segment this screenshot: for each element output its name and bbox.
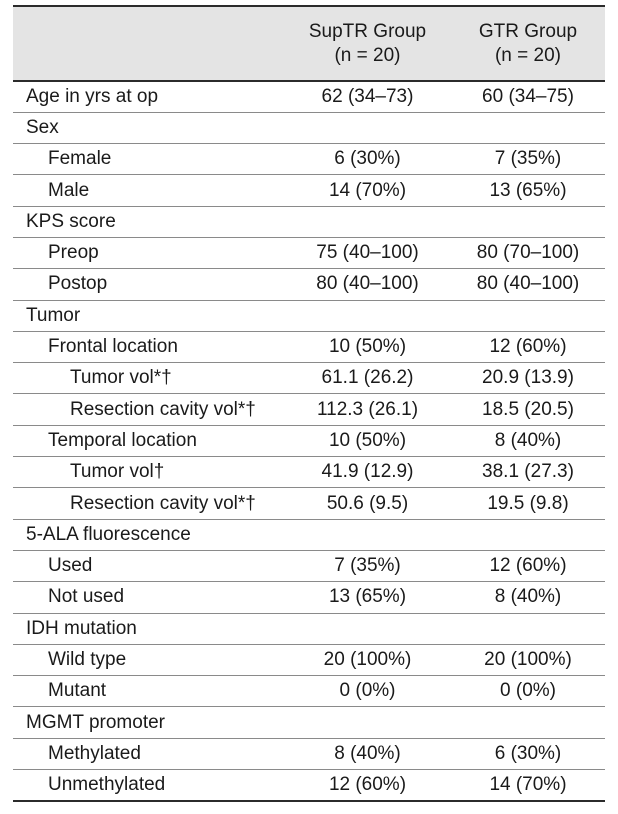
suptr-value-cell: 61.1 (26.2) bbox=[284, 363, 451, 394]
table-row bbox=[13, 300, 605, 331]
gtr-value-cell: 14 (70%) bbox=[451, 770, 605, 801]
header-suptr-group bbox=[284, 6, 451, 81]
header-gtr-count: (n = 20) bbox=[494, 44, 561, 66]
gtr-value-cell: 80 (40–100) bbox=[451, 269, 605, 300]
gtr-value-cell: 60 (34–75) bbox=[451, 81, 605, 112]
table-row bbox=[13, 206, 605, 237]
row-category-label: Age in yrs at op bbox=[13, 81, 284, 112]
table-row bbox=[13, 676, 605, 707]
row-label: Preop bbox=[13, 237, 284, 268]
table-row bbox=[13, 550, 605, 581]
row-label: Temporal location bbox=[13, 425, 284, 456]
row-label: Frontal location bbox=[13, 331, 284, 362]
table-row bbox=[13, 144, 605, 175]
table-row bbox=[13, 81, 605, 112]
suptr-value-cell: 75 (40–100) bbox=[284, 237, 451, 268]
row-label: Used bbox=[13, 550, 284, 581]
row-category-label: 5-ALA fluorescence bbox=[13, 519, 284, 550]
suptr-value-cell: 80 (40–100) bbox=[284, 269, 451, 300]
gtr-value-cell bbox=[451, 613, 605, 644]
row-label: Postop bbox=[13, 269, 284, 300]
table-row bbox=[13, 269, 605, 300]
row-label: Mutant bbox=[13, 676, 284, 707]
gtr-value-cell: 19.5 (9.8) bbox=[451, 488, 605, 519]
suptr-value-cell: 8 (40%) bbox=[284, 738, 451, 769]
suptr-value-cell: 7 (35%) bbox=[284, 550, 451, 581]
gtr-value-cell bbox=[451, 707, 605, 738]
suptr-value-cell: 6 (30%) bbox=[284, 144, 451, 175]
row-category-label: KPS score bbox=[13, 206, 284, 237]
header-suptr-count: (n = 20) bbox=[334, 44, 401, 66]
data-table-container bbox=[13, 5, 605, 802]
gtr-value-cell bbox=[451, 519, 605, 550]
row-label: Male bbox=[13, 175, 284, 206]
table-row bbox=[13, 738, 605, 769]
gtr-value-cell: 12 (60%) bbox=[451, 550, 605, 581]
row-category-label: MGMT promoter bbox=[13, 707, 284, 738]
header-label-column bbox=[13, 6, 284, 81]
row-category-label: Sex bbox=[13, 112, 284, 143]
table-row bbox=[13, 519, 605, 550]
table-row bbox=[13, 394, 605, 425]
table-header bbox=[13, 6, 605, 81]
suptr-value-cell: 62 (34–73) bbox=[284, 81, 451, 112]
header-row bbox=[13, 6, 605, 81]
gtr-value-cell: 0 (0%) bbox=[451, 676, 605, 707]
suptr-value-cell: 14 (70%) bbox=[284, 175, 451, 206]
row-label: Tumor vol† bbox=[13, 457, 284, 488]
suptr-value-cell: 50.6 (9.5) bbox=[284, 488, 451, 519]
row-label: Resection cavity vol*† bbox=[13, 488, 284, 519]
header-gtr-name: GTR Group bbox=[478, 20, 578, 42]
gtr-value-cell bbox=[451, 112, 605, 143]
suptr-value-cell: 10 (50%) bbox=[284, 425, 451, 456]
table-row bbox=[13, 613, 605, 644]
suptr-value-cell: 112.3 (26.1) bbox=[284, 394, 451, 425]
row-label: Female bbox=[13, 144, 284, 175]
header-suptr-name: SupTR Group bbox=[308, 20, 427, 42]
row-label: Resection cavity vol*† bbox=[13, 394, 284, 425]
row-label: Methylated bbox=[13, 738, 284, 769]
gtr-value-cell: 12 (60%) bbox=[451, 331, 605, 362]
suptr-value-cell bbox=[284, 519, 451, 550]
table-row bbox=[13, 770, 605, 801]
gtr-value-cell: 7 (35%) bbox=[451, 144, 605, 175]
table-row bbox=[13, 331, 605, 362]
gtr-value-cell bbox=[451, 206, 605, 237]
suptr-value-cell bbox=[284, 300, 451, 331]
table-row bbox=[13, 425, 605, 456]
suptr-value-cell: 12 (60%) bbox=[284, 770, 451, 801]
suptr-value-cell bbox=[284, 112, 451, 143]
table-row bbox=[13, 363, 605, 394]
gtr-value-cell: 80 (70–100) bbox=[451, 237, 605, 268]
gtr-value-cell: 20 (100%) bbox=[451, 644, 605, 675]
gtr-value-cell: 8 (40%) bbox=[451, 425, 605, 456]
table-row bbox=[13, 707, 605, 738]
table-row bbox=[13, 644, 605, 675]
gtr-value-cell: 18.5 (20.5) bbox=[451, 394, 605, 425]
suptr-value-cell: 20 (100%) bbox=[284, 644, 451, 675]
header-gtr-group bbox=[451, 6, 605, 81]
row-label: Tumor vol*† bbox=[13, 363, 284, 394]
gtr-value-cell: 6 (30%) bbox=[451, 738, 605, 769]
gtr-value-cell bbox=[451, 300, 605, 331]
table-row bbox=[13, 237, 605, 268]
table-row bbox=[13, 175, 605, 206]
patient-characteristics-table bbox=[13, 5, 605, 802]
row-label: Wild type bbox=[13, 644, 284, 675]
gtr-value-cell: 13 (65%) bbox=[451, 175, 605, 206]
suptr-value-cell: 10 (50%) bbox=[284, 331, 451, 362]
suptr-value-cell bbox=[284, 613, 451, 644]
row-category-label: Tumor bbox=[13, 300, 284, 331]
suptr-value-cell bbox=[284, 707, 451, 738]
suptr-value-cell bbox=[284, 206, 451, 237]
row-category-label: IDH mutation bbox=[13, 613, 284, 644]
row-label: Not used bbox=[13, 582, 284, 613]
table-row bbox=[13, 457, 605, 488]
gtr-value-cell: 20.9 (13.9) bbox=[451, 363, 605, 394]
gtr-value-cell: 8 (40%) bbox=[451, 582, 605, 613]
table-row bbox=[13, 582, 605, 613]
table-row bbox=[13, 112, 605, 143]
gtr-value-cell: 38.1 (27.3) bbox=[451, 457, 605, 488]
row-label: Unmethylated bbox=[13, 770, 284, 801]
table-row bbox=[13, 488, 605, 519]
suptr-value-cell: 41.9 (12.9) bbox=[284, 457, 451, 488]
suptr-value-cell: 13 (65%) bbox=[284, 582, 451, 613]
suptr-value-cell: 0 (0%) bbox=[284, 676, 451, 707]
table-body bbox=[13, 81, 605, 801]
